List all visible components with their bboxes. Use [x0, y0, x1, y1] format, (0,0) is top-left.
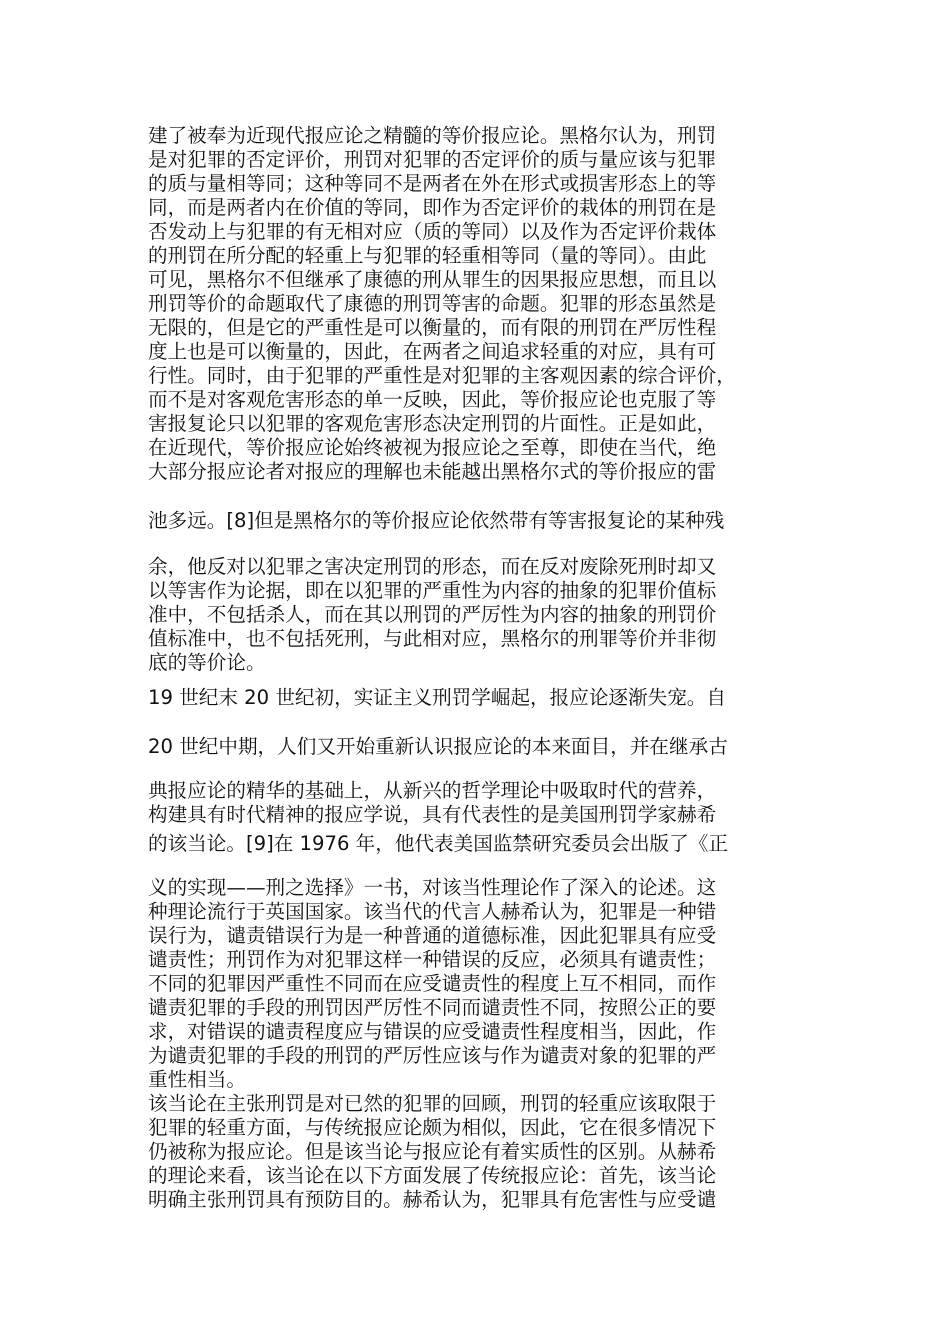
text-line: 不同的犯罪因严重性不同而在应受谴责性的程度上互不相同，而作 — [148, 972, 717, 995]
text-line: 构建具有时代精神的报应学说，具有代表性的是美国刑罚学家赫希 — [148, 803, 717, 826]
text-line: 的该当论。[9]在 1976 年，他代表美国监禁研究委员会出版了《正 — [148, 832, 728, 855]
text-line: 重性相当。 — [148, 1068, 246, 1091]
text-line: 以等害作为论据，即在以犯罪的严重性为内容的抽象的犯罪价值标 — [148, 579, 717, 602]
text-line: 可见，黑格尔不但继承了康德的刑从罪生的因果报应思想，而且以 — [148, 268, 717, 291]
text-line: 种理论流行于英国国家。该当代的代言人赫希认为，犯罪是一种错 — [148, 900, 717, 923]
text-line: 19 世纪末 20 世纪初，实证主义刑罚学崛起，报应论逐渐失宠。自 — [148, 686, 726, 709]
text-line: 害报复论只以犯罪的客观危害形态决定刑罚的片面性。正是如此， — [148, 412, 717, 435]
text-line: 而不是对客观危害形态的单一反映，因此，等价报应论也克服了等 — [148, 388, 717, 411]
text-line: 池多远。[8]但是黑格尔的等价报应论依然带有等害报复论的某种残 — [148, 509, 725, 532]
text-line: 度上也是可以衡量的，因此，在两者之间追求轻重的对应，具有可 — [148, 340, 717, 363]
text-line: 否发动上与犯罪的有无相对应（质的等同）以及作为否定评价栽体 — [148, 220, 717, 243]
text-line: 仍被称为报应论。但是该当论与报应论有着实质性的区别。从赫希 — [148, 1140, 717, 1163]
text-line: 的刑罚在所分配的轻重上与犯罪的轻重相等同（量的等同）。由此 — [148, 244, 707, 267]
text-line: 典报应论的精华的基础上，从新兴的哲学理论中吸取时代的营养， — [148, 779, 717, 802]
text-line: 谴责性；刑罚作为对犯罪这样一种错误的反应，必须具有谴责性； — [148, 948, 717, 971]
text-line: 刑罚等价的命题取代了康德的刑罚等害的命题。犯罪的形态虽然是 — [148, 292, 717, 315]
text-line: 无限的，但是它的严重性是可以衡量的，而有限的刑罚在严厉性程 — [148, 316, 717, 339]
text-line: 值标准中，也不包括死刑，与此相对应，黑格尔的刑罪等价并非彻 — [148, 627, 717, 650]
text-line: 准中，不包括杀人，而在其以刑罚的严厉性为内容的抽象的刑罚价 — [148, 603, 717, 626]
text-line: 明确主张刑罚具有预防目的。赫希认为，犯罪具有危害性与应受谴 — [148, 1188, 717, 1211]
text-line: 为谴责犯罪的手段的刑罚的严厉性应该与作为谴责对象的犯罪的严 — [148, 1044, 717, 1067]
text-line: 行性。同时，由于犯罪的严重性是对犯罪的主客观因素的综合评价， — [148, 364, 736, 387]
text-line: 该当论在主张刑罚是对已然的犯罪的回顾，刑罚的轻重应该取限于 — [148, 1092, 717, 1115]
text-line: 谴责犯罪的手段的刑罚因严厉性不同而谴责性不同，按照公正的要 — [148, 996, 717, 1019]
text-line: 的质与量相等同；这种等同不是两者在外在形式或损害形态上的等 — [148, 172, 717, 195]
text-line: 建了被奉为近现代报应论之精髓的等价报应论。黑格尔认为，刑罚 — [148, 124, 717, 147]
text-line: 同，而是两者内在价值的等同，即作为否定评价的栽体的刑罚在是 — [148, 196, 717, 219]
text-line: 误行为，谴责错误行为是一种普通的道德标准，因此犯罪具有应受 — [148, 924, 717, 947]
text-line: 犯罪的轻重方面，与传统报应论颇为相似，因此，它在很多情况下 — [148, 1116, 717, 1139]
text-line: 大部分报应论者对报应的理解也未能越出黑格尔式的等价报应的雷 — [148, 460, 717, 483]
text-line: 余，他反对以犯罪之害决定刑罚的形态，而在反对废除死刑时却又 — [148, 555, 717, 578]
text-line: 求，对错误的谴责程度应与错误的应受谴责性程度相当，因此，作 — [148, 1020, 717, 1043]
text-line: 的理论来看，该当论在以下方面发展了传统报应论：首先，该当论 — [148, 1164, 717, 1187]
text-line: 是对犯罪的否定评价，刑罚对犯罪的否定评价的质与量应该与犯罪 — [148, 148, 717, 171]
text-line: 底的等价论。 — [148, 651, 266, 674]
text-line: 20 世纪中期，人们又开始重新认识报应论的本来面目，并在继承古 — [148, 735, 728, 758]
text-line: 在近现代，等价报应论始终被视为报应论之至尊，即使在当代，绝 — [148, 436, 717, 459]
text-line: 义的实现——刑之选择》一书，对该当性理论作了深入的论述。这 — [148, 876, 717, 899]
